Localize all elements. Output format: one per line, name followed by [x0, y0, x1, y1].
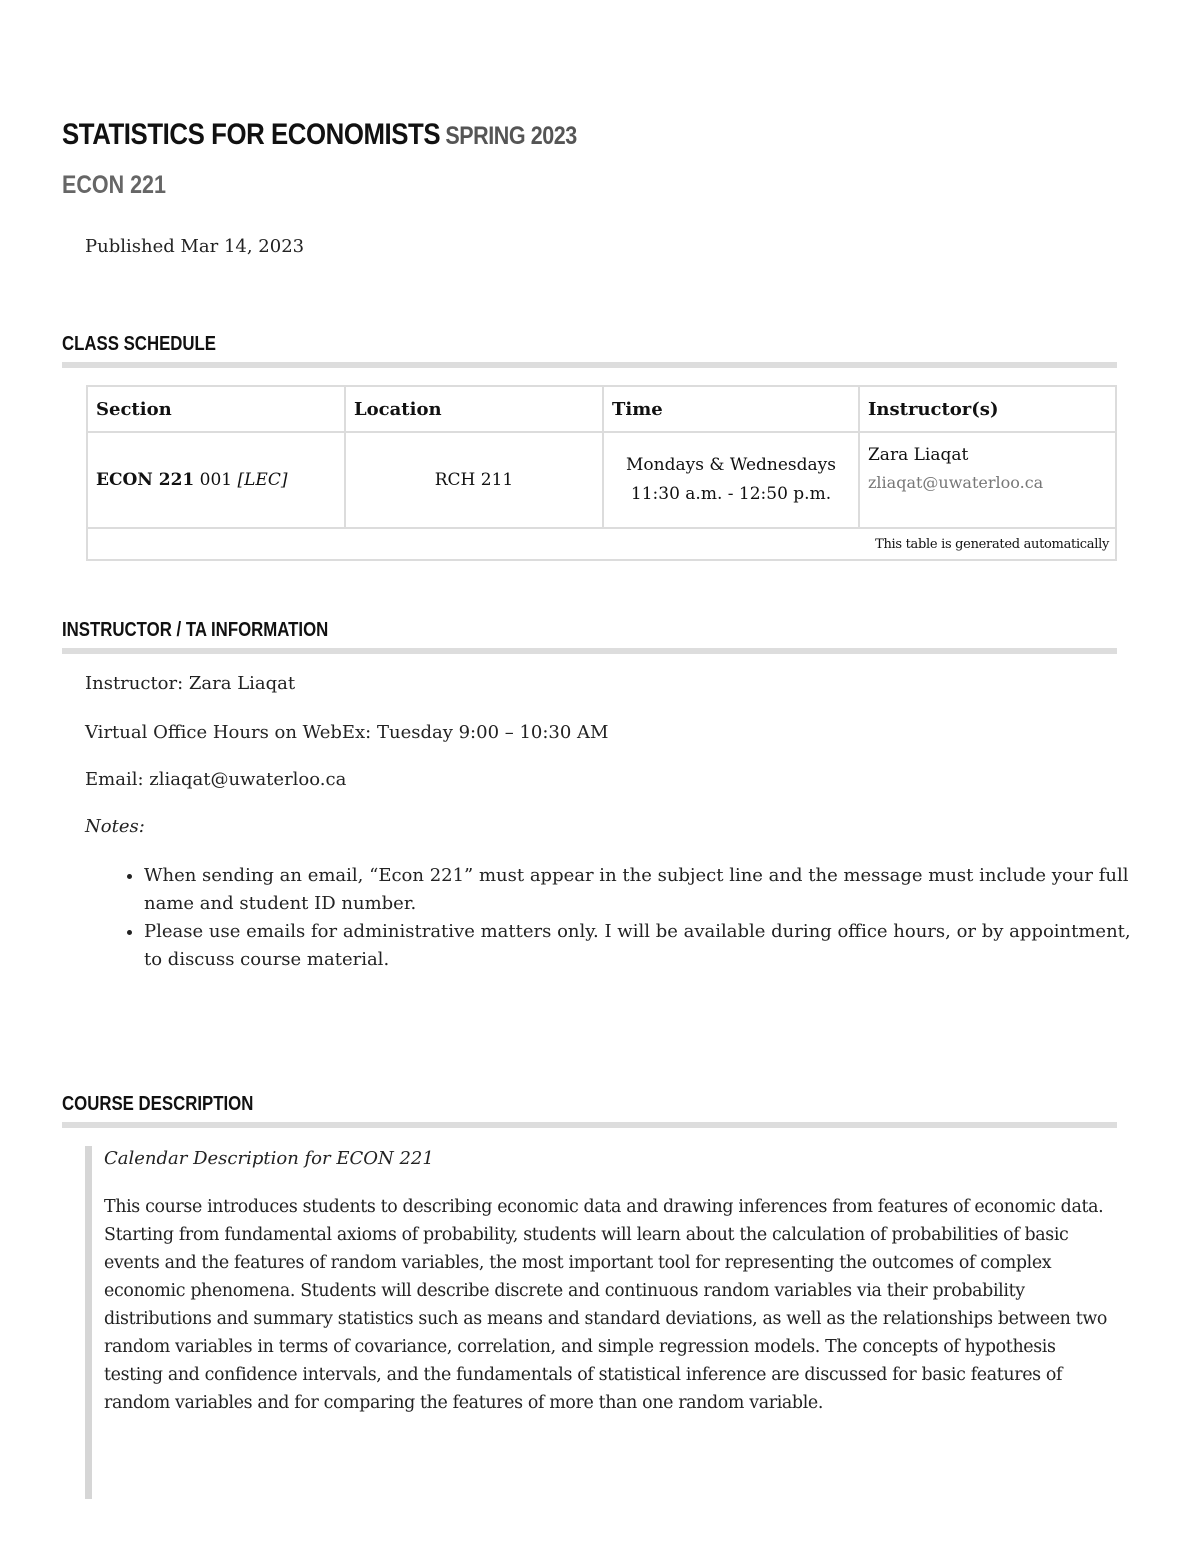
section-type: [LEC]: [237, 470, 288, 490]
meeting-time: 11:30 a.m. - 12:50 p.m.: [630, 484, 832, 504]
notes-label: Notes:: [85, 816, 145, 837]
title-block: [62, 118, 661, 152]
section-cell: [87, 432, 345, 528]
instructor-line: Instructor: Zara Liaqat: [85, 673, 296, 694]
column-header-time: Time: [603, 386, 859, 432]
calendar-description-text: This course introduces students to describing economic data and drawing inferences from features of economic data. Starting from fundamental axioms of probability, students will learn about the calculation of probabilities of basic events and the features of random variables, the most important tool for representing the outcomes of complex economic phenomena. Students will describe discrete and continuous random variables via their probability distributions and summary statistics such as means and standard deviations, as well as the relationships between two random variables in terms of covariance, correlation, and simple regression models. The concepts of hypothesis testing and confidence intervals, and the fundamentals of statistical inference are discussed for basic features of random variables and for comparing the features of more than one random variable.: [104, 1197, 1108, 1413]
list-item: • When sending an email, “Econ 221” must appear in the subject line and the message must include your full name and student ID number.: [144, 862, 1144, 918]
column-header-location: Location: [345, 386, 603, 432]
location-cell: RCH 211: [345, 432, 603, 528]
course-title: STATISTICS FOR ECONOMISTS SPRING 2023: [62, 118, 577, 151]
email-line: Email: zliaqat@uwaterloo.ca: [85, 769, 347, 790]
calendar-description-blockquote: [85, 1146, 1114, 1499]
office-hours-line: Virtual Office Hours on WebEx: Tuesday 9:00 – 10:30 AM: [85, 722, 609, 743]
instructor-info-heading: INSTRUCTOR / TA INFORMATION: [62, 619, 1117, 654]
instructor-email-link[interactable]: zliaqat@uwaterloo.ca: [868, 473, 1044, 492]
meeting-days: Mondays & Wednesdays: [626, 455, 836, 475]
column-header-section: Section: [87, 386, 345, 432]
course-term: SPRING 2023: [445, 122, 577, 150]
instructor-cell: [859, 432, 1116, 528]
published-date: Published Mar 14, 2023: [85, 236, 305, 257]
instructor-name: Zara Liaqat: [868, 445, 969, 465]
course-description-heading: COURSE DESCRIPTION: [62, 1093, 1117, 1128]
table-footer-note: This table is generated automatically: [87, 528, 1116, 560]
time-cell: [603, 432, 859, 528]
class-schedule-heading: CLASS SCHEDULE: [62, 333, 1117, 368]
section-number: 001: [199, 470, 233, 490]
table-footer-row: [87, 528, 1116, 560]
course-code: ECON 221: [62, 171, 166, 199]
schedule-table: [86, 385, 1117, 561]
notes-list: [102, 862, 1144, 974]
column-header-instructors: Instructor(s): [859, 386, 1116, 432]
list-item: • Please use emails for administrative matters only. I will be available during office hours, or by appointment, to discuss course material.: [144, 918, 1144, 974]
table-row: [87, 432, 1116, 528]
calendar-description-title: Calendar Description for ECON 221: [104, 1148, 434, 1169]
schedule-header-row: [87, 386, 1116, 432]
section-code: ECON 221: [96, 470, 195, 490]
